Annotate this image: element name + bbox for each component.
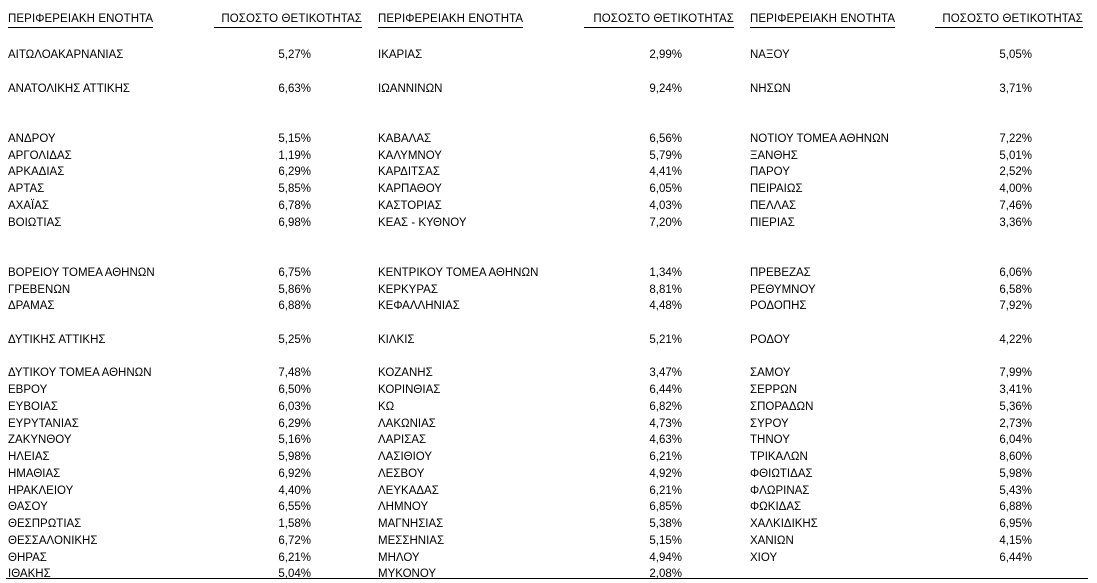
positivity-rate: 5,85% [278,183,311,195]
region-name: ΛΑΣΙΘΙΟΥ [378,451,433,463]
positivity-rate: 6,63% [278,82,311,95]
region-name: ΤΡΙΚΑΛΩΝ [750,451,808,463]
region-name: ΚΕΡΚΥΡΑΣ [378,283,438,296]
region-name: ΚΟΡΙΝΘΙΑΣ [378,384,441,396]
region-name: ΜΑΓΝΗΣΙΑΣ [378,518,444,530]
positivity-rate: 5,15% [278,132,311,145]
positivity-rate: 5,86% [278,283,311,296]
positivity-rate: 6,29% [278,417,311,430]
region-name: ΑΝΑΤΟΛΙΚΗΣ ΑΤΤΙΚΗΣ [8,82,131,95]
region-name: ΑΡΤΑΣ [8,183,45,195]
positivity-rate: 5,01% [999,149,1032,162]
region-name: ΣΑΜΟΥ [750,367,791,380]
positivity-rate: 8,81% [649,283,682,296]
header-rate-3: ΠΟΣΟΣΤΟ ΘΕΤΙΚΟΤΗΤΑΣ [935,12,1083,28]
positivity-rate: 6,44% [999,551,1032,564]
region-name: ΚΑΣΤΟΡΙΑΣ [378,199,442,212]
region-name: ΗΜΑΘΙΑΣ [8,467,61,480]
positivity-rate: 4,92% [649,467,682,480]
region-name: ΑΡΚΑΔΙΑΣ [8,166,65,179]
positivity-rate: 6,21% [278,551,311,564]
positivity-rate: 3,36% [999,216,1032,229]
region-name: ΚΩ [378,400,395,413]
region-name: ΚΙΛΚΙΣ [378,333,415,346]
region-name: ΞΑΝΘΗΣ [750,149,798,162]
positivity-rate: 7,22% [999,132,1032,145]
positivity-rate: 4,03% [649,199,682,212]
positivity-rate: 5,15% [649,534,682,547]
region-name: ΡΟΔΟΠΗΣ [750,300,807,313]
positivity-rate: 8,60% [999,451,1032,463]
positivity-rate: 3,41% [999,384,1032,396]
positivity-rate: 5,05% [999,49,1032,61]
header-rate-2: ΠΟΣΟΣΤΟ ΘΕΤΙΚΟΤΗΤΑΣ [584,12,734,28]
region-name: ΑΙΤΩΛΟΑΚΑΡΝΑΝΙΑΣ [8,49,124,61]
positivity-rate: 7,48% [278,367,311,380]
region-name: ΔΡΑΜΑΣ [8,300,55,313]
region-name: ΡΟΔΟΥ [750,333,791,346]
positivity-rate: 1,19% [278,149,311,162]
region-name: ΙΚΑΡΙΑΣ [378,49,423,61]
region-name: ΖΑΚΥΝΘΟΥ [8,434,72,447]
positivity-rate: 6,88% [278,300,311,313]
region-name: ΠΕΛΛΑΣ [750,199,797,212]
positivity-rate: 4,63% [649,434,682,447]
region-name: ΕΥΡΥΤΑΝΙΑΣ [8,417,79,430]
region-name: ΕΒΡΟΥ [8,384,48,396]
region-name: ΦΩΚΙΔΑΣ [750,501,802,514]
positivity-rate: 6,75% [278,266,311,279]
bottom-divider [6,578,1088,579]
region-name: ΝΑΞΟΥ [750,49,790,61]
region-name: ΤΗΝΟΥ [750,434,790,447]
positivity-rate: 6,82% [649,400,682,413]
positivity-rate: 4,73% [649,417,682,430]
positivity-rate: 6,05% [649,183,682,195]
positivity-rate: 4,00% [999,183,1032,195]
positivity-rate: 6,98% [278,216,311,229]
positivity-rate: 6,56% [649,132,682,145]
region-name: ΛΕΥΚΑΔΑΣ [378,484,439,497]
region-name: ΦΘΙΩΤΙΔΑΣ [750,467,813,480]
region-name: ΣΕΡΡΩΝ [750,384,798,396]
positivity-rate: 2,52% [999,166,1032,179]
region-name: ΛΕΣΒΟΥ [378,467,425,480]
region-name: ΝΗΣΩΝ [750,82,791,95]
region-name: ΔΥΤΙΚΗΣ ΑΤΤΙΚΗΣ [8,333,106,346]
positivity-rate: 7,20% [649,216,682,229]
region-name: ΗΡΑΚΛΕΙΟΥ [8,484,74,497]
region-name: ΣΥΡΟΥ [750,417,789,430]
region-name: ΚΑΛΥΜΝΟΥ [378,149,442,162]
positivity-rate: 4,15% [999,534,1032,547]
positivity-rate: 6,78% [278,199,311,212]
positivity-rate: 3,71% [999,82,1032,95]
region-name: ΧΑΛΚΙΔΙΚΗΣ [750,518,818,530]
region-name: ΘΗΡΑΣ [8,551,47,564]
region-name: ΛΑΡΙΣΑΣ [378,434,427,447]
positivity-rate: 6,55% [278,501,311,514]
positivity-rate: 6,06% [999,266,1032,279]
region-name: ΒΟΡΕΙΟΥ ΤΟΜΕΑ ΑΘΗΝΩΝ [8,266,155,279]
region-name: ΒΟΙΩΤΙΑΣ [8,216,62,229]
region-name: ΑΡΓΟΛΙΔΑΣ [8,149,72,162]
header-region-2: ΠΕΡΙΦΕΡΕΙΑΚΗ ΕΝΟΤΗΤΑ [378,12,523,28]
positivity-rate: 9,24% [649,82,682,95]
positivity-rate: 5,27% [278,49,311,61]
region-name: ΕΥΒΟΙΑΣ [8,400,58,413]
positivity-rate: 5,38% [649,518,682,530]
positivity-rate: 7,92% [999,300,1032,313]
region-name: ΛΑΚΩΝΙΑΣ [378,417,436,430]
region-name: ΧΙΟΥ [750,551,778,564]
positivity-rate: 4,22% [999,333,1032,346]
positivity-rate: 1,58% [278,518,311,530]
region-name: ΓΡΕΒΕΝΩΝ [8,283,71,296]
positivity-rate: 6,21% [649,451,682,463]
region-name: ΚΕΦΑΛΛΗΝΙΑΣ [378,300,460,313]
region-name: ΚΑΡΔΙΤΣΑΣ [378,166,440,179]
region-name: ΑΝΔΡΟΥ [8,132,56,145]
positivity-rate: 7,99% [999,367,1032,380]
region-name: ΑΧΑΪΑΣ [8,199,49,212]
positivity-rate: 5,16% [278,434,311,447]
positivity-rate: 6,72% [278,534,311,547]
header-region-3: ΠΕΡΙΦΕΡΕΙΑΚΗ ΕΝΟΤΗΤΑ [750,12,895,28]
region-name: ΛΗΜΝΟΥ [378,501,429,514]
region-name: ΦΛΩΡΙΝΑΣ [750,484,810,497]
region-name: ΜΕΣΣΗΝΙΑΣ [378,534,445,547]
positivity-rate: 6,50% [278,384,311,396]
positivity-rate: 5,25% [278,333,311,346]
region-name: ΜΗΛΟΥ [378,551,420,564]
positivity-rate: 6,58% [999,283,1032,296]
positivity-rate: 4,94% [649,551,682,564]
region-name: ΚΑΡΠΑΘΟΥ [378,183,442,195]
region-name: ΠΙΕΡΙΑΣ [750,216,795,229]
region-name: ΡΕΘΥΜΝΟΥ [750,283,816,296]
positivity-rate: 6,95% [999,518,1032,530]
region-name: ΠΡΕΒΕΖΑΣ [750,266,811,279]
region-name: ΣΠΟΡΑΔΩΝ [750,400,814,413]
positivity-rate: 1,34% [649,266,682,279]
region-name: ΚΟΖΑΝΗΣ [378,367,433,380]
positivity-rate: 6,04% [999,434,1032,447]
positivity-rate: 6,44% [649,384,682,396]
positivity-rate: 4,40% [278,484,311,497]
header-rate-1: ΠΟΣΟΣΤΟ ΘΕΤΙΚΟΤΗΤΑΣ [214,12,362,28]
positivity-rate: 6,85% [649,501,682,514]
positivity-rate: 5,79% [649,149,682,162]
region-name: ΚΕΝΤΡΙΚΟΥ ΤΟΜΕΑ ΑΘΗΝΩΝ [378,266,539,279]
positivity-rate: 5,98% [999,467,1032,480]
header-region-1: ΠΕΡΙΦΕΡΕΙΑΚΗ ΕΝΟΤΗΤΑ [8,12,153,28]
region-name: ΙΩΑΝΝΙΝΩΝ [378,82,443,95]
region-name: ΜΥΚΟΝΟΥ [378,568,437,581]
positivity-rate: 6,21% [649,484,682,497]
positivity-rate: 3,47% [649,367,682,380]
positivity-rate: 2,99% [649,49,682,61]
positivity-rate: 5,98% [278,451,311,463]
region-name: ΔΥΤΙΚΟΥ ΤΟΜΕΑ ΑΘΗΝΩΝ [8,367,152,380]
region-name: ΘΑΣΟΥ [8,501,48,514]
positivity-rate: 7,46% [999,199,1032,212]
positivity-rate: 5,21% [649,333,682,346]
region-name: ΘΕΣΠΡΩΤΙΑΣ [8,518,82,530]
region-name: ΧΑΝΙΩΝ [750,534,794,547]
region-name: ΚΕΑΣ - ΚΥΘΝΟΥ [378,216,467,229]
region-name: ΙΘΑΚΗΣ [8,568,51,581]
region-name: ΘΕΣΣΑΛΟΝΙΚΗΣ [8,534,98,547]
region-name: ΗΛΕΙΑΣ [8,451,50,463]
positivity-rate: 2,08% [649,568,682,581]
positivity-rate: 2,73% [999,417,1032,430]
positivity-rate: 6,29% [278,166,311,179]
positivity-rate: 6,88% [999,501,1032,514]
region-name: ΠΕΙΡΑΙΩΣ [750,183,803,195]
positivity-rate: 6,92% [278,467,311,480]
positivity-rate: 5,43% [999,484,1032,497]
region-name: ΚΑΒΑΛΑΣ [378,132,432,145]
positivity-rate: 5,36% [999,400,1032,413]
positivity-rate: 4,48% [649,300,682,313]
region-name: ΠΑΡΟΥ [750,166,790,179]
positivity-rate: 5,04% [278,568,311,581]
positivity-rate: 6,03% [278,400,311,413]
region-name: ΝΟΤΙΟΥ ΤΟΜΕΑ ΑΘΗΝΩΝ [750,132,889,145]
positivity-rate: 4,41% [649,166,682,179]
